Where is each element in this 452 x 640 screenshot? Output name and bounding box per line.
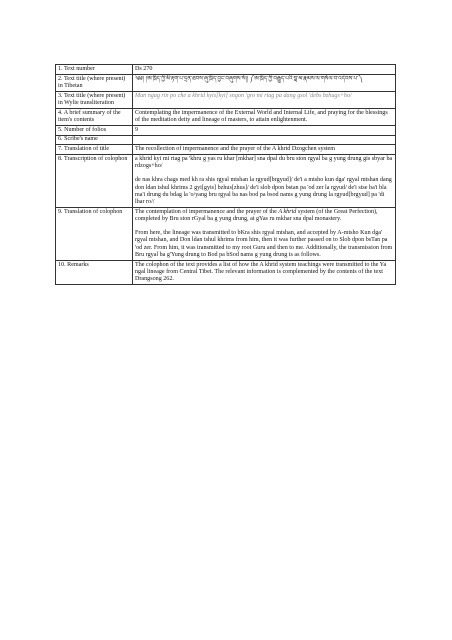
table-row	[56, 108, 396, 125]
table-row	[56, 125, 396, 135]
colophon-translation-paragraph: The contemplation of impermanence and the prayer of the A khrid system (of the Great Perfection), completed by Bru ston rGyal ba g yung drung, at gYas ru mkhar sna dpal monastery.	[135, 208, 378, 222]
table-row	[56, 145, 396, 155]
colophon-translation-value	[133, 208, 396, 261]
table-row	[56, 155, 396, 208]
field-label: 2. Text title (where present) in Tibetan	[56, 74, 133, 91]
field-label: 1. Text number	[56, 65, 133, 75]
field-label: 6. Scribe's name	[56, 135, 133, 145]
field-label: 7. Translation of title	[56, 145, 133, 155]
field-label: 3. Text title (where present) in Wylie transliteration	[56, 91, 133, 108]
table-row	[56, 208, 396, 261]
colophon-translation-paragraph: From here, the lineage was transmitted to bKra shis rgyal mtshan, and accepted by A-mtsho Kun dga' rgyal mtshan, and Don ldan tshul khrims from him, then it was further passed on to Slob dpon bsTan pa 'od zer. From him, it was transmitted to my root Guru and then to me. Additionally, the transmission from Bru rgyal ba g'Yung drung to Bod pa bSod nams g yung drung is as follows.	[135, 230, 393, 258]
summary-value: Contemplating the impermanence of the External World and Internal Life, and praying for the blessings of the meditation deity and lineage of masters, to attain enlightenment.	[133, 108, 396, 125]
field-label: 10. Remarks	[56, 260, 133, 284]
field-label: 4. A brief summary of the item's contents	[56, 108, 133, 125]
wylie-title-value: Man ngag rin po che a khrid kyis[kyi] sngon 'gro mi rtag pa dang gsol 'debs bzhugs+ho/	[133, 91, 396, 108]
scribe-name-value	[133, 135, 396, 145]
tibetan-title-value: ༄༅། །ཨ་ཁྲིད་ཀྱི་མི་རྟག་པ་དྲན་ཐབས་ཞུ་ཁྲིད་བྱང་བཞུགས་སོ།། ༼ཨ་ཁྲིད་ཀྱི་བརྒྱུད་པའི་བླ་མ་རྣམས་ལ་གསོལ་བ་འདེབས་པ་༽	[133, 74, 396, 91]
catalogue-record-table	[55, 64, 396, 285]
field-label: 9. Translation of colophon	[56, 208, 133, 261]
colophon-transcription-value	[133, 155, 396, 208]
table-row	[56, 135, 396, 145]
colophon-transcription-paragraph: a khrid kyi mi rtag pa 'khru g yas ru khar [mkhar] sna dpal du bru ston rgyal ba g yung drung gis sbyar ba rdzogs+ho/	[135, 155, 393, 170]
text-number-value: Ds 270	[133, 65, 396, 75]
field-label: 8. Transcription of colophon	[56, 155, 133, 208]
table-row	[56, 260, 396, 284]
folio-count-value: 9	[133, 125, 396, 135]
table-row	[56, 91, 396, 108]
title-translation-value: The recollection of impermanence and the prayer of the A khrid Dzogchen system	[133, 145, 396, 155]
italic-term: A khrid	[278, 208, 297, 215]
table-row	[56, 74, 396, 91]
remarks-value: The colophon of the text provides a list of how the A khrid system teachings were transmitted to the Ya ngal lineage from Central Tibet. The relevant information is complemented by the contents of the text Drangsong 262.	[133, 260, 396, 284]
field-label: 5. Number of folios	[56, 125, 133, 135]
colophon-transcription-paragraph: de nas khra chags med kh ra shis rgyal mtshan la rgyud[brgyud]/ de'i a mtsho kun dga' rgyal mtshan dang don ldan tshul khrims 2 gyi[gyis] bzhus[zhus]/ de'i slob dpon bstan pa 'od zer la rgyud/ de'i stse ba'i bla ma'i drung du bdag la 'o/yang bru rgyal ba nas bod pa bsod nams g yung drung la rgyud[brgyud] pa 'di lhar ro//	[135, 177, 392, 205]
table-row	[56, 65, 396, 75]
